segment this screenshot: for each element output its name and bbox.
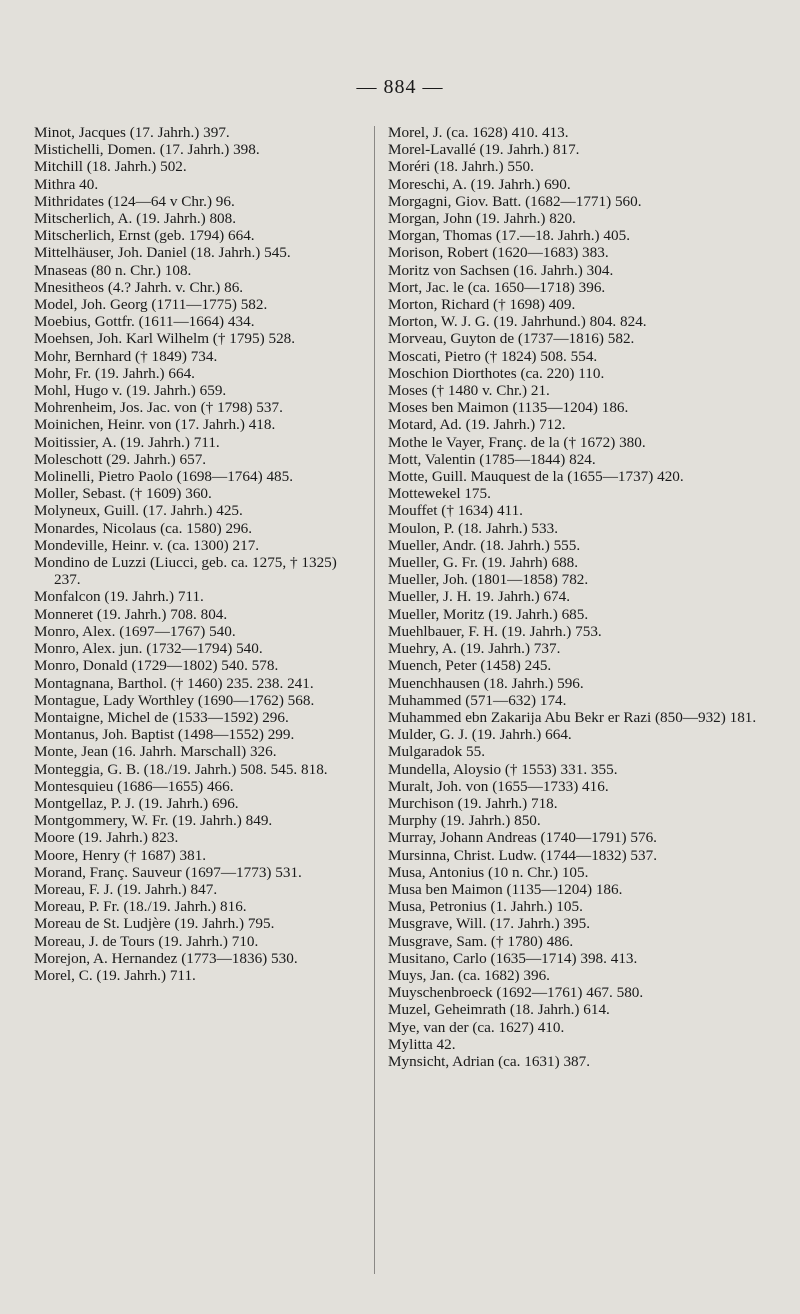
index-entry: Morton, W. J. G. (19. Jahrhund.) 804. 824. [388,313,647,331]
index-entry: Musa ben Maimon (1135—1204) 186. [388,880,623,898]
index-entry: Musa, Antonius (10 n. Chr.) 105. [388,863,589,881]
index-entry: Muyschenbroeck (1692—1761) 467. 580. [388,984,644,1002]
index-entry: Musitano, Carlo (1635—1714) 398. 413. [388,949,638,967]
index-entry: Mohr, Bernhard († 1849) 734. [34,347,218,365]
index-entry: Moore, Henry († 1687) 381. [34,846,207,864]
index-entry: Mursinna, Christ. Ludw. (1744—1832) 537. [388,846,657,864]
index-entry: Mueller, J. H. 19. Jahrh.) 674. [388,588,571,606]
index-entry: Muralt, Joh. von (1655—1733) 416. [388,777,609,795]
index-entry: Muenchhausen (18. Jahrh.) 596. [388,674,584,692]
index-entry: Mulgaradok 55. [388,743,486,761]
index-entry: Moses († 1480 v. Chr.) 21. [388,382,550,400]
index-entry: Moller, Sebast. († 1609) 360. [34,485,212,503]
column-divider [374,126,375,1274]
index-entry: Moritz von Sachsen (16. Jahrh.) 304. [388,261,614,279]
index-entry: Montgommery, W. Fr. (19. Jahrh.) 849. [34,812,273,830]
index-entry: Mottewekel 175. [388,485,491,503]
index-entry: Moschion Diorthotes (ca. 220) 110. [388,364,605,382]
index-entry: Mitchill (18. Jahrh.) 502. [34,158,187,176]
index-entry: Monro, Alex. (1697—1767) 540. [34,622,236,640]
index-entry: Monro, Donald (1729—1802) 540. 578. [34,657,279,675]
index-entry: Musgrave, Will. (17. Jahrh.) 395. [388,915,590,933]
index-entry: Mothe le Vayer, Franç. de la († 1672) 380. [388,433,646,451]
index-entry: Mondeville, Heinr. v. (ca. 1300) 217. [34,536,260,554]
index-entry: Morel, C. (19. Jahrh.) 711. [34,966,196,984]
index-entry: Molinelli, Pietro Paolo (1698—1764) 485. [34,468,294,486]
index-entry: Murchison (19. Jahrh.) 718. [388,794,558,812]
index-entry: Mouffet († 1634) 411. [388,502,523,520]
index-entry: Muhammed (571—632) 174. [388,691,567,709]
index-entry: Muehlbauer, F. H. (19. Jahrh.) 753. [388,622,602,640]
index-entry: Monardes, Nicolaus (ca. 1580) 296. [34,519,253,537]
index-entry: Mitscherlich, Ernst (geb. 1794) 664. [34,227,255,245]
index-entry: Morgagni, Giov. Batt. (1682—1771) 560. [388,192,642,210]
index-entry: Moinichen, Heinr. von (17. Jahrh.) 418. [34,416,276,434]
index-entry: Montagnana, Barthol. († 1460) 235. 238. 241. [34,674,314,692]
index-entry: Morgan, Thomas (17.—18. Jahrh.) 405. [388,227,630,245]
index-entry: Murphy (19. Jahrh.) 850. [388,812,541,830]
index-entry: Morgan, John (19. Jahrh.) 820. [388,210,576,228]
index-entry: Mott, Valentin (1785—1844) 824. [388,450,596,468]
index-entry: Mittelhäuser, Joh. Daniel (18. Jahrh.) 545. [34,244,291,262]
index-entry: Muehry, A. (19. Jahrh.) 737. [388,640,561,658]
index-entry: Monfalcon (19. Jahrh.) 711. [34,588,204,606]
index-entry: Mohrenheim, Jos. Jac. von († 1798) 537. [34,399,283,417]
index-entry: Moreau de St. Ludjère (19. Jahrh.) 795. [34,915,275,933]
index-entry: Mueller, G. Fr. (19. Jahrh) 688. [388,554,579,572]
index-entry: Musa, Petronius (1. Jahrh.) 105. [388,898,583,916]
index-entry: Montesquieu (1686—1655) 466. [34,777,234,795]
index-entry: Morveau, Guyton de (1737—1816) 582. [388,330,635,348]
index-entry: Mithridates (124—64 v Chr.) 96. [34,192,235,210]
index-entry: Mueller, Andr. (18. Jahrh.) 555. [388,536,581,554]
index-entry: Morejon, A. Hernandez (1773—1836) 530. [34,949,298,967]
index-entry: Motte, Guill. Mauquest de la (1655—1737) 420. [388,468,684,486]
index-entry: Monte, Jean (16. Jahrh. Marschall) 326. [34,743,277,761]
index-entry: Mithra 40. [34,175,99,193]
index-entry: Musgrave, Sam. († 1780) 486. [388,932,574,950]
index-entry: Mueller, Moritz (19. Jahrh.) 685. [388,605,589,623]
index-entry: Mundella, Aloysio († 1553) 331. 355. [388,760,618,778]
index-entry: Montgellaz, P. J. (19. Jahrh.) 696. [34,794,239,812]
index-entry: Moreau, F. J. (19. Jahrh.) 847. [34,880,218,898]
index-entry: Moitissier, A. (19. Jahrh.) 711. [34,433,220,451]
index-entry: Mulder, G. J. (19. Jahrh.) 664. [388,726,572,744]
index-entry: Mohr, Fr. (19. Jahrh.) 664. [34,364,195,382]
index-entry: Moreschi, A. (19. Jahrh.) 690. [388,175,571,193]
index-entry: Mort, Jac. le (ca. 1650—1718) 396. [388,278,606,296]
index-column-right [388,124,770,1070]
index-entry: Motard, Ad. (19. Jahrh.) 712. [388,416,566,434]
index-entry: Moebius, Gottfr. (1611—1664) 434. [34,313,255,331]
index-entry: Monro, Alex. jun. (1732—1794) 540. [34,640,263,658]
index-entry: Moreau, P. Fr. (18./19. Jahrh.) 816. [34,898,247,916]
index-entry: Morel-Lavallé (19. Jahrh.) 817. [388,141,580,159]
index-entry: Monneret (19. Jahrh.) 708. 804. [34,605,228,623]
index-entry: Mondino de Luzzi (Liucci, geb. ca. 1275, † 1325) 237. [34,554,337,589]
index-entry: Molyneux, Guill. (17. Jahrh.) 425. [34,502,243,520]
index-entry: Moses ben Maimon (1135—1204) 186. [388,399,629,417]
index-entry: Muys, Jan. (ca. 1682) 396. [388,966,550,984]
index-entry: Mistichelli, Domen. (17. Jahrh.) 398. [34,141,260,159]
index-entry: Montaigne, Michel de (1533—1592) 296. [34,708,289,726]
page-number: — 884 — [356,76,444,98]
index-entry: Mye, van der (ca. 1627) 410. [388,1018,565,1036]
index-entry: Mnaseas (80 n. Chr.) 108. [34,261,192,279]
index-entry: Moreau, J. de Tours (19. Jahrh.) 710. [34,932,259,950]
index-entry: Mynsicht, Adrian (ca. 1631) 387. [388,1052,591,1070]
index-entry: Mohl, Hugo v. (19. Jahrh.) 659. [34,382,227,400]
index-entry: Moleschott (29. Jahrh.) 657. [34,450,207,468]
index-entry: Murray, Johann Andreas (1740—1791) 576. [388,829,657,847]
index-entry: Montague, Lady Worthley (1690—1762) 568. [34,691,315,709]
index-entry: Model, Joh. Georg (1711—1775) 582. [34,296,268,314]
index-entry: Moehsen, Joh. Karl Wilhelm († 1795) 528. [34,330,296,348]
index-entry: Montanus, Joh. Baptist (1498—1552) 299. [34,726,295,744]
index-entry: Morison, Robert (1620—1683) 383. [388,244,609,262]
index-entry: Mnesitheos (4.? Jahrh. v. Chr.) 86. [34,278,244,296]
index-entry: Morand, Franç. Sauveur (1697—1773) 531. [34,863,302,881]
index-entry: Moulon, P. (18. Jahrh.) 533. [388,519,559,537]
index-entry: Monteggia, G. B. (18./19. Jahrh.) 508. 545. 818. [34,760,328,778]
index-entry: Moscati, Pietro († 1824) 508. 554. [388,347,598,365]
index-entry: Morel, J. (ca. 1628) 410. 413. [388,124,569,141]
index-entry: Muzel, Geheimrath (18. Jahrh.) 614. [388,1001,610,1019]
index-entry: Morton, Richard († 1698) 409. [388,296,576,314]
index-column-left [34,124,366,984]
index-entry: Minot, Jacques (17. Jahrh.) 397. [34,124,230,141]
index-entry: Muhammed ebn Zakarija Abu Bekr er Razi (850—932) 181. [388,708,757,726]
index-entry: Mitscherlich, A. (19. Jahrh.) 808. [34,210,237,228]
index-entry: Moore (19. Jahrh.) 823. [34,829,179,847]
index-entry: Mylitta 42. [388,1035,456,1053]
index-entry: Moréri (18. Jahrh.) 550. [388,158,534,176]
index-entry: Muench, Peter (1458) 245. [388,657,552,675]
index-entry: Mueller, Joh. (1801—1858) 782. [388,571,589,589]
